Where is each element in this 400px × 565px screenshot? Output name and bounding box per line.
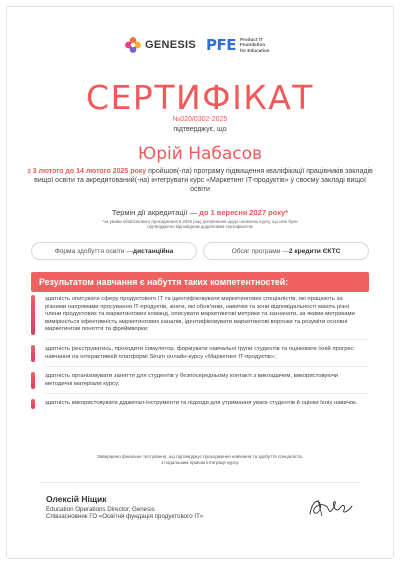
pfe-subtitle [240,37,270,53]
program-description [26,167,374,194]
footer-note-line: з подальшим правом інтеграції курсу. [160,459,240,465]
competency-text: здатність організовувати заняття для студентів у безпосередньому контакті з викладачем, використовуючи методичні матеріали курсу; [45,373,339,387]
competency-marker [31,372,35,389]
education-form-value: дистанційна [132,247,174,255]
program-volume-label: Обсяг програми — [231,247,289,255]
signer-name: Олексій Ніщик [46,494,107,504]
pfe-subtitle-line: Foundation [240,42,266,48]
competency-marker [31,345,35,362]
competency-text: здатність описувати сферу продуктового IT та ідентифіковувати маркетингових спеціалістів, які працюють за різними напрямами просування IT-продуктів, знати, які обов'язки, навички та зони відповідальності мають різні члени продуктових та маркетингових команд, описувати маркетингові метрики та зазначати, за якими метриками вимірюється ефективність маркетингових каналів, ідентифіковувати маркетингові воронки та розуміти основні маркетингові поняття та фреймворки; [45,296,355,333]
competency-item [31,293,369,337]
certificate-number: №020/0302-2025 [172,116,228,123]
pfe-logo [206,36,270,54]
genesis-flower-icon [124,36,142,54]
competency-text: здатність використовувати діджитал-інструменти та підходи для утримання уваги студентів й оцінки їхніх навичок. [45,400,358,407]
program-volume-value: 2 кредити ЄКТС [288,247,341,255]
signer-position [46,506,203,521]
handwritten-signature [306,494,356,520]
pfe-wordmark: PFE [206,36,236,54]
accreditation-label: Термін дії акредитації — [111,208,200,217]
competency-item [31,397,369,411]
footer-note [0,454,400,465]
competency-text: здатність реєструватись, проходити симулятор, формувати навчальні групи студентів та оцінювати їхній прогрес навчання на інтерактивній платформі Strum онлайн-курсу «Маркетинг IT-продуктів»; [45,345,354,360]
recipient-name: Юрій Набасов [137,144,263,164]
genesis-logo [124,36,196,54]
program-volume-box [203,242,369,260]
certificate-title: СЕРТИФІКАТ [86,78,314,117]
competencies-heading: Результатом навчання є набуття таких компетентностей: [31,272,369,292]
divider [45,339,369,340]
signer-position-line: Education Operations Director, Genesis [46,506,155,513]
logo-header [0,0,400,75]
footer-note-line: Завершено фінальне тестування, що підтверджує проходження навчання та здобуття спеціаліста, [97,454,303,459]
confirms-text: підтверджує, що [173,126,227,133]
competency-marker [31,295,35,335]
info-boxes [31,242,369,260]
competency-item [31,370,369,391]
accreditation-term [0,208,400,217]
accreditation-footnote: *за умови обов'язкового проходження в 2026 році доповнення щодо оновлень курсу, що нею були підтверджено відповідним додатковим сертифікатом [102,219,298,230]
genesis-wordmark: GENESIS [145,39,197,51]
divider [45,366,369,367]
program-description-text: пройшов(-ла) програму підвищення кваліфікації працівників закладів вищої освіти та акредитований(-на) інтегрувати курс «Маркетинг IT-продуктів» у своєму закладі вищої освіти [34,168,373,193]
divider [45,393,369,394]
competency-marker [31,399,35,409]
pfe-subtitle-line: for Education [240,47,270,53]
accreditation-value: до 1 вересня 2027 року* [199,208,289,217]
signer-position-line: Співзасновник ГО «Освітня фундація продуктового IT» [46,513,204,521]
education-form-box [31,242,197,260]
competency-item [31,343,369,364]
pfe-subtitle-line: Product IT [240,37,263,43]
competencies-list [31,293,369,411]
divider [40,482,360,483]
program-dates: з 3 лютого до 14 лютого 2025 року [27,168,147,175]
education-form-label: Форма здобуття освіти — [54,247,133,255]
